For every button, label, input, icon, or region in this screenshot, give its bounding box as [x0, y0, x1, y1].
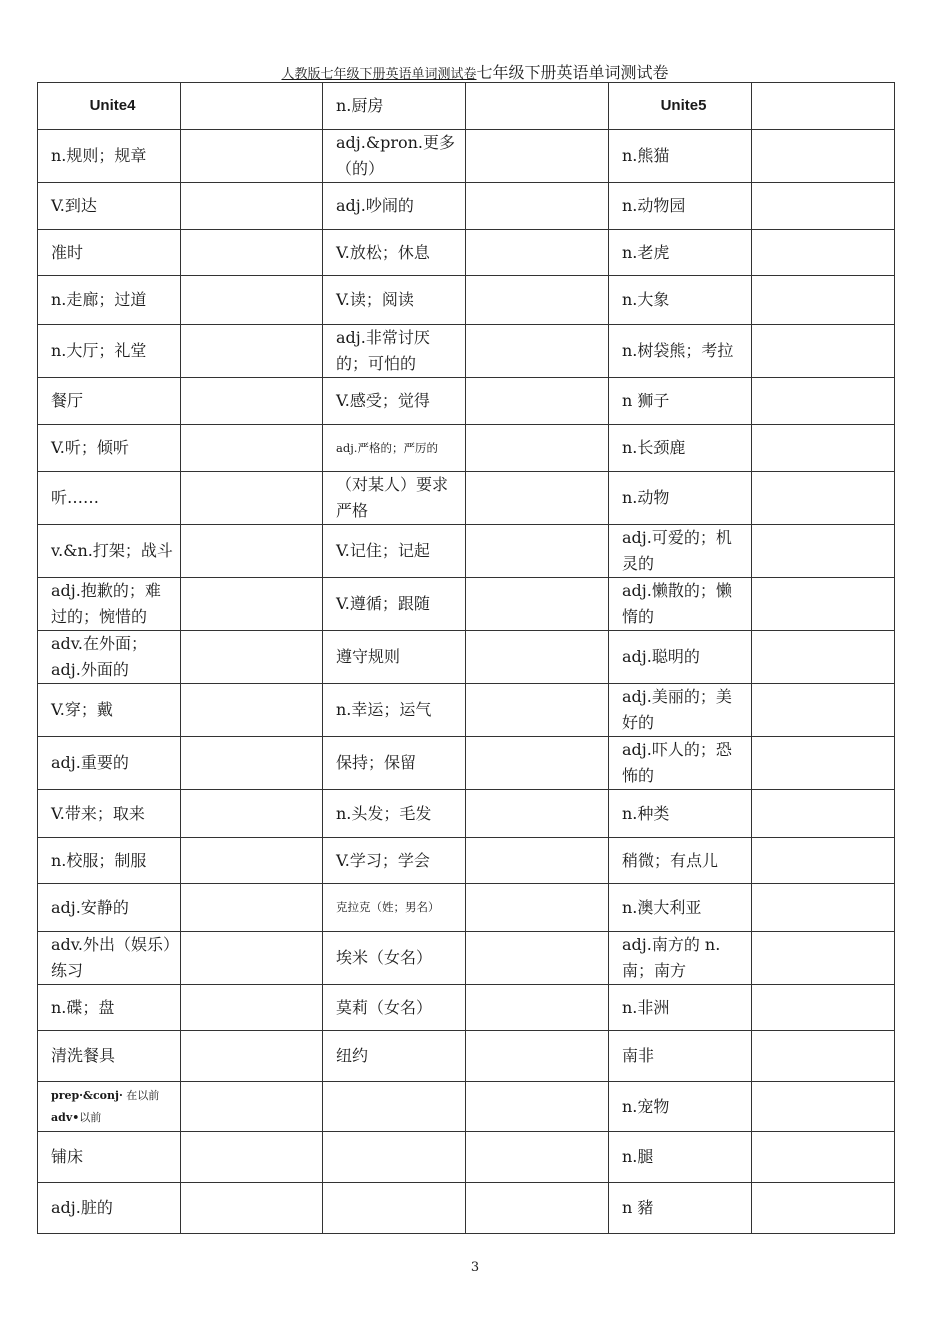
word-prompt: adj.重要的: [38, 737, 181, 790]
word-prompt: n.头发；毛发: [323, 790, 466, 838]
answer-cell[interactable]: [752, 631, 895, 684]
word-prompt: 稍微；有点儿: [609, 838, 752, 884]
answer-cell[interactable]: [181, 1132, 323, 1183]
answer-cell[interactable]: [466, 83, 609, 130]
word-prompt: V.学习；学会: [323, 838, 466, 884]
vocab-table: [37, 82, 895, 1234]
word-prompt: n.宠物: [609, 1082, 752, 1132]
word-prompt: adj.聪明的: [609, 631, 752, 684]
table-row: [38, 1031, 895, 1082]
answer-cell[interactable]: [466, 684, 609, 737]
unit5-header: Unite5: [609, 83, 752, 130]
answer-cell[interactable]: [466, 932, 609, 985]
answer-cell[interactable]: [752, 83, 895, 130]
word-prompt: n.规则；规章: [38, 130, 181, 183]
word-prompt: adv.外出（娱乐）练习: [38, 932, 181, 985]
answer-cell[interactable]: [181, 631, 323, 684]
answer-cell[interactable]: [752, 1132, 895, 1183]
answer-cell[interactable]: [181, 525, 323, 578]
answer-cell[interactable]: [466, 378, 609, 425]
answer-cell[interactable]: [181, 425, 323, 472]
answer-cell[interactable]: [752, 378, 895, 425]
answer-cell[interactable]: [181, 276, 323, 325]
word-prompt: adv.在外面；adj.外面的: [38, 631, 181, 684]
word-prompt: n.树袋熊；考拉: [609, 325, 752, 378]
word-prompt: n.种类: [609, 790, 752, 838]
table-row: [38, 884, 895, 932]
word-prompt: 清洗餐具: [38, 1031, 181, 1082]
table-row: [38, 276, 895, 325]
word-prompt: [323, 1082, 466, 1132]
answer-cell[interactable]: [181, 684, 323, 737]
answer-cell[interactable]: [181, 737, 323, 790]
answer-cell[interactable]: [466, 737, 609, 790]
answer-cell[interactable]: [752, 790, 895, 838]
table-row: [38, 1183, 895, 1234]
word-prompt: n.非洲: [609, 985, 752, 1031]
answer-cell[interactable]: [181, 1082, 323, 1132]
answer-cell[interactable]: [466, 790, 609, 838]
answer-cell[interactable]: [181, 578, 323, 631]
word-prompt: 听……: [38, 472, 181, 525]
answer-cell[interactable]: [752, 737, 895, 790]
word-prompt: [38, 1082, 181, 1132]
answer-cell[interactable]: [466, 425, 609, 472]
word-prompt: 克拉克（姓；男名）: [323, 884, 466, 932]
word-prompt: n.校服；制服: [38, 838, 181, 884]
answer-cell[interactable]: [181, 1031, 323, 1082]
word-prompt: adj.严格的；严厉的: [323, 425, 466, 472]
answer-cell[interactable]: [181, 325, 323, 378]
answer-cell[interactable]: [466, 130, 609, 183]
word-prompt: 莫莉（女名）: [323, 985, 466, 1031]
table-row: [38, 83, 895, 130]
answer-cell[interactable]: [181, 1183, 323, 1234]
prompt-part: adv•: [51, 1110, 80, 1124]
word-prompt: n.碟；盘: [38, 985, 181, 1031]
answer-cell[interactable]: [752, 1183, 895, 1234]
word-prompt: 铺床: [38, 1132, 181, 1183]
answer-cell[interactable]: [752, 325, 895, 378]
table-row: [38, 1082, 895, 1132]
unit4-header: Unite4: [38, 83, 181, 130]
word-prompt: V.听；倾听: [38, 425, 181, 472]
table-row: [38, 130, 895, 183]
word-prompt: V.放松；休息: [323, 230, 466, 276]
word-prompt: adj.抱歉的；难过的；惋惜的: [38, 578, 181, 631]
word-prompt: n.澳大利亚: [609, 884, 752, 932]
table-row: [38, 230, 895, 276]
table-row: [38, 425, 895, 472]
answer-cell[interactable]: [752, 472, 895, 525]
table-row: [38, 985, 895, 1031]
header-title: 七年级下册英语单词测试卷: [476, 63, 669, 82]
table-row: [38, 472, 895, 525]
word-prompt: 保持；保留: [323, 737, 466, 790]
answer-cell[interactable]: [752, 425, 895, 472]
answer-cell[interactable]: [466, 1183, 609, 1234]
answer-cell[interactable]: [752, 838, 895, 884]
answer-cell[interactable]: [181, 230, 323, 276]
word-prompt: n.长颈鹿: [609, 425, 752, 472]
answer-cell[interactable]: [752, 130, 895, 183]
answer-cell[interactable]: [181, 790, 323, 838]
table-row: [38, 932, 895, 985]
page-header: [0, 60, 950, 83]
answer-cell[interactable]: [181, 838, 323, 884]
answer-cell[interactable]: [752, 1031, 895, 1082]
answer-cell[interactable]: [181, 83, 323, 130]
word-prompt: n.大象: [609, 276, 752, 325]
word-prompt: n.厨房: [323, 83, 466, 130]
word-prompt: adj.吵闹的: [323, 183, 466, 230]
answer-cell[interactable]: [181, 378, 323, 425]
answer-cell[interactable]: [752, 932, 895, 985]
word-prompt: （对某人）要求严格: [323, 472, 466, 525]
word-prompt: n 狮子: [609, 378, 752, 425]
table-row: [38, 790, 895, 838]
answer-cell[interactable]: [181, 884, 323, 932]
answer-cell[interactable]: [466, 230, 609, 276]
prompt-part: prep·&conj·: [51, 1088, 123, 1102]
table-row: [38, 684, 895, 737]
answer-cell[interactable]: [752, 525, 895, 578]
word-prompt: adj.非常讨厌的；可怕的: [323, 325, 466, 378]
word-prompt: adj.&pron.更多（的）: [323, 130, 466, 183]
page-number: 3: [470, 1260, 480, 1275]
word-prompt: 餐厅: [38, 378, 181, 425]
word-prompt: adj.懒散的；懒惰的: [609, 578, 752, 631]
answer-cell[interactable]: [466, 838, 609, 884]
word-prompt: 埃米（女名）: [323, 932, 466, 985]
answer-cell[interactable]: [466, 578, 609, 631]
answer-cell[interactable]: [752, 1082, 895, 1132]
answer-cell[interactable]: [466, 985, 609, 1031]
word-prompt: n.大厅；礼堂: [38, 325, 181, 378]
answer-cell[interactable]: [181, 472, 323, 525]
answer-cell[interactable]: [466, 884, 609, 932]
answer-cell[interactable]: [181, 130, 323, 183]
answer-cell[interactable]: [752, 276, 895, 325]
word-prompt: V.穿；戴: [38, 684, 181, 737]
word-prompt: 遵守规则: [323, 631, 466, 684]
answer-cell[interactable]: [466, 631, 609, 684]
word-prompt: V.记住；记起: [323, 525, 466, 578]
word-prompt: adj.安静的: [38, 884, 181, 932]
table-row: [38, 183, 895, 230]
word-prompt: adj.可爱的；机灵的: [609, 525, 752, 578]
answer-cell[interactable]: [181, 183, 323, 230]
table-row: [38, 578, 895, 631]
answer-cell[interactable]: [466, 325, 609, 378]
table-row: [38, 1132, 895, 1183]
word-prompt: 纽约: [323, 1031, 466, 1082]
word-prompt: n.幸运；运气: [323, 684, 466, 737]
word-prompt: [323, 1132, 466, 1183]
word-prompt: V.带来；取来: [38, 790, 181, 838]
header-doc-title: 人教版七年级下册英语单词测试卷: [281, 67, 477, 82]
word-prompt: adj.南方的 n.南；南方: [609, 932, 752, 985]
answer-cell[interactable]: [752, 884, 895, 932]
word-prompt: V.到达: [38, 183, 181, 230]
answer-cell[interactable]: [181, 985, 323, 1031]
word-prompt: adj.脏的: [38, 1183, 181, 1234]
word-prompt: V.感受；觉得: [323, 378, 466, 425]
word-prompt: V.遵循；跟随: [323, 578, 466, 631]
word-prompt: n 豬: [609, 1183, 752, 1234]
word-prompt: n.熊猫: [609, 130, 752, 183]
answer-cell[interactable]: [466, 183, 609, 230]
answer-cell[interactable]: [752, 230, 895, 276]
answer-cell[interactable]: [466, 276, 609, 325]
table-row: [38, 838, 895, 884]
answer-cell[interactable]: [181, 932, 323, 985]
word-prompt: n.走廊；过道: [38, 276, 181, 325]
word-prompt: v.&n.打架；战斗: [38, 525, 181, 578]
answer-cell[interactable]: [466, 1082, 609, 1132]
table-row: [38, 737, 895, 790]
word-prompt: n.动物园: [609, 183, 752, 230]
word-prompt: n.老虎: [609, 230, 752, 276]
table-row: [38, 325, 895, 378]
table-row: [38, 525, 895, 578]
word-prompt: [323, 1183, 466, 1234]
word-prompt: n.腿: [609, 1132, 752, 1183]
answer-cell[interactable]: [752, 985, 895, 1031]
table-row: [38, 631, 895, 684]
word-prompt: adj.吓人的；恐怖的: [609, 737, 752, 790]
word-prompt: V.读；阅读: [323, 276, 466, 325]
answer-cell[interactable]: [466, 472, 609, 525]
answer-cell[interactable]: [466, 1132, 609, 1183]
answer-cell[interactable]: [466, 525, 609, 578]
answer-cell[interactable]: [752, 578, 895, 631]
word-prompt: n.动物: [609, 472, 752, 525]
word-prompt: adj.美丽的；美好的: [609, 684, 752, 737]
word-prompt: 南非: [609, 1031, 752, 1082]
answer-cell[interactable]: [466, 1031, 609, 1082]
prompt-part: 在以前: [126, 1088, 160, 1102]
answer-cell[interactable]: [752, 684, 895, 737]
word-prompt: 准时: [38, 230, 181, 276]
answer-cell[interactable]: [752, 183, 895, 230]
prompt-part: 以前: [79, 1110, 102, 1124]
table-row: [38, 378, 895, 425]
